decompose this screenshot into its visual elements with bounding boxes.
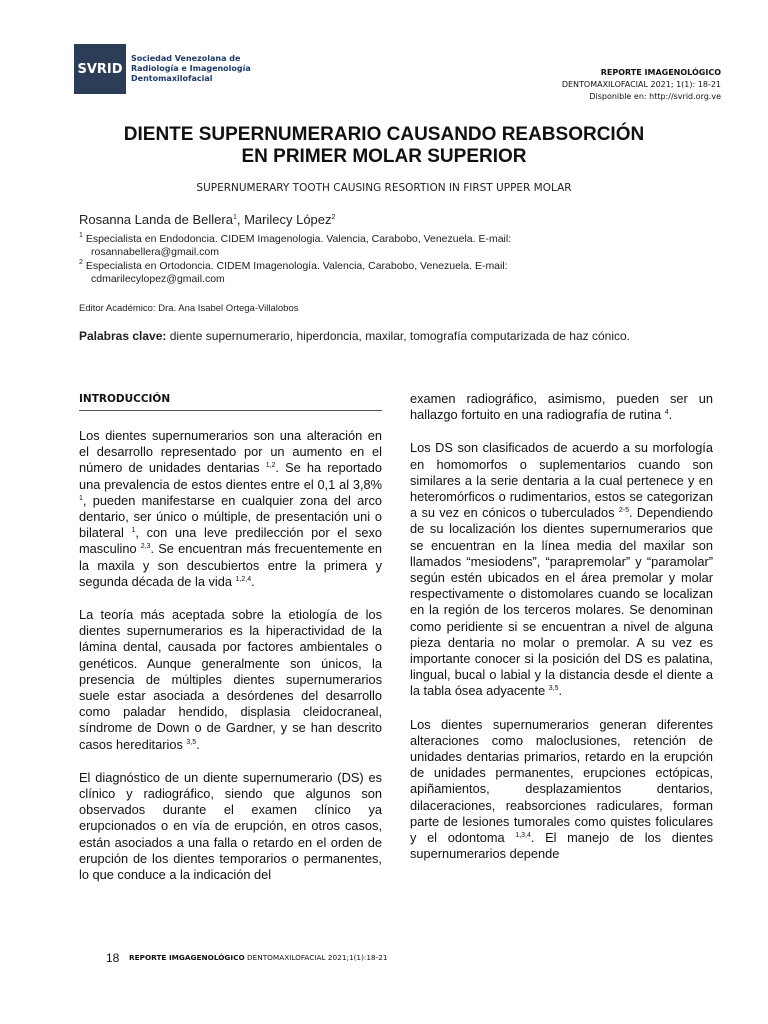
- page-number: 18: [106, 951, 120, 965]
- p1-ref-d: 2,3: [140, 543, 151, 551]
- r2-ref-b: 3,5: [548, 685, 559, 693]
- authors: [79, 212, 335, 227]
- paragraph-3: El diagnóstico de un diente supernumerario (DS) es clínico y radiográfico, siendo que algunos son observados durante el examen clínico ya erupcionados o en vía de erupción, en otros casos, están asociados a una falla o retardo en el orden de erupción de los dientes temporarios o permanentes, lo que conduce a la indicación del: [79, 769, 382, 883]
- title-line-2: EN PRIMER MOLAR SUPERIOR: [241, 146, 527, 167]
- citation: DENTOMAXILOFACIAL 2021; 1(1): 18-21: [561, 80, 721, 89]
- r3-ref-a: 1,3,4: [515, 832, 531, 840]
- affiliation-2: [79, 260, 699, 286]
- footer-journal-bold: REPORTE IMGAGENOLÓGICO: [129, 953, 245, 962]
- p1-ref-a: 1,2: [265, 462, 276, 470]
- p1-text-e: . Se encuentran más frecuentemente en la maxila y son descubiertos entre la primera y segunda década de la vida: [79, 541, 382, 589]
- keywords-label: Palabras clave:: [79, 329, 167, 343]
- r2-ref-a: 2-5: [618, 507, 629, 515]
- affiliation-1-text: Especialista en Endodoncia. CIDEM Imagenologia. Valencia, Carabobo, Venezuela. E-mail:: [82, 233, 512, 245]
- author-1: Rosanna Landa de Bellera: [79, 212, 233, 227]
- affiliation-1-email: rosannabellera@gmail.com: [91, 246, 219, 258]
- p2-ref-a: 3,5: [186, 738, 197, 746]
- paragraph-1: [79, 428, 382, 590]
- society-name-line-2: Radiología e Imagenología: [131, 64, 251, 73]
- r1-text-a: examen radiográfico, asimismo, pueden ser un hallazgo fortuito en una radiografía de rutina: [410, 391, 713, 423]
- article-title: [0, 124, 768, 168]
- society-logo: [74, 44, 314, 96]
- author-2: Marilecy López: [244, 212, 332, 227]
- p1-text-c: , pueden manifestarse en cualquier zona del arco dentario, ser único o múltiple, de presentación uni o bilateral: [79, 492, 382, 541]
- p1-ref-e: 1,2,4: [235, 575, 252, 583]
- society-name: [131, 54, 251, 84]
- p1-text-a: Los dientes supernumerarios son una alteración en el desarrollo representado por un aumento en el número de unidades dentarias: [79, 428, 382, 476]
- r3-text-b: . El manejo de los dientes supernumerarios depende: [410, 830, 713, 862]
- affiliation-2-sup: 2: [79, 259, 83, 266]
- logo-mark: SVRID: [74, 44, 126, 94]
- section-divider: [79, 410, 382, 411]
- keywords: [79, 328, 699, 344]
- r1-text-b: .: [668, 407, 673, 423]
- paragraph-2: [79, 607, 382, 753]
- society-name-line-3: Dentomaxilofacial: [131, 74, 213, 83]
- p1-ref-b: 1: [79, 494, 83, 502]
- p2-text-b: .: [196, 736, 200, 752]
- title-line-1: DIENTE SUPERNUMERARIO CAUSANDO REABSORCIÓN: [123, 124, 645, 145]
- affiliation-1-sup: 1: [79, 232, 83, 239]
- keywords-text: diente supernumerario, hiperdoncia, maxilar, tomografía computarizada de haz cónico.: [166, 329, 630, 343]
- paragraph-6: [410, 717, 713, 863]
- paragraph-5: [410, 440, 713, 699]
- affiliation-2-email: cdmarilecylopez@gmail.com: [91, 273, 225, 285]
- section-heading: INTRODUCCIÓN: [79, 393, 171, 405]
- r2-text-b: . Dependiendo de su localización los dientes supernumerarios que se encuentran en la línea media del maxilar son llamados “mesiodens”, “parapremolar” y “paramolar” según estén ubicados en el área premolar y molar respectivamente o distomolares cuando se localizan en la región de los terceros molares. Se denominan como peridiente si se encuentran a nivel de alguna pieza dentaria no molar o premolar. A su vez es importante conocer si la posición del DS es palatina, lingual, bucal o labial y la distancia desde el diente a la tabla ósea adyacente: [410, 505, 714, 699]
- r3-text-a: Los dientes supernumerarios generan diferentes alteraciones como maloclusiones, retención de unidades dentarias primarios, retardo en la erupción de unidades permanentes, erupciones ectópicas, apiñamientos, desplazamientos dentarios, dilaceraciones, reabsorciones radiculares, forman parte de lesiones tumorales como quistes foliculares y el odontoma: [410, 716, 713, 846]
- affiliation-2-text: Especialista en Ortodoncia. CIDEM Imagenología. Valencia, Carabobo, Venezuela. E-mail:: [82, 260, 508, 272]
- p1-text-b: . Se ha reportado una prevalencia de estos dientes entre el 0,1 al 3,8%: [79, 460, 382, 492]
- p1-ref-c: 1: [131, 527, 136, 535]
- report-type: REPORTE IMAGENOLÓGICO: [600, 68, 721, 77]
- author-separator: ,: [236, 212, 245, 227]
- society-name-line-1: Sociedad Venezolana de: [131, 54, 241, 63]
- paragraph-4: [410, 391, 713, 423]
- article-subtitle: SUPERNUMERARY TOOTH CAUSING RESORTION IN FIRST UPPER MOLAR: [196, 182, 572, 194]
- author-1-sup: 1: [232, 214, 237, 221]
- p1-text-f: .: [251, 573, 255, 589]
- r1-ref-a: 4: [664, 409, 669, 417]
- affiliation-1: [79, 233, 699, 259]
- r2-text-c: .: [558, 683, 563, 699]
- author-2-sup: 2: [331, 214, 336, 221]
- academic-editor: Editor Académico: Dra. Ana Isabel Ortega-Villalobos: [79, 303, 299, 314]
- left-column: [79, 428, 382, 883]
- footer-journal: [129, 953, 388, 962]
- p1-text-d: , con una leve predilección por el sexo masculino: [79, 525, 382, 557]
- availability: Disponible en: http://svrid.org.ve: [589, 92, 721, 101]
- p2-text-a: La teoría más aceptada sobre la etiología de los dientes supernumerarios es la hiperactividad de la lámina dental, causada por factores ambientales o genéticos. Aunque generalmente son únicos, la presencia de múltiples dientes supernumerarios suele estar asociada a desórdenes del desarrollo como paladar hendido, displasia cleidocraneal, síndrome de Down o de Gardner, y se han descrito casos hereditarios: [79, 607, 382, 752]
- r2-text-a: Los DS son clasificados de acuerdo a su morfología en homomorfos o suplementarios cuando son similares a la serie dentaria a la cual pertenece y en heteromórficos o rudimentarios, estos se categorizan a su vez en cónicos o tuberculados: [410, 440, 713, 521]
- journal-header: [562, 67, 721, 103]
- right-column: [410, 391, 713, 862]
- footer-journal-rest: DENTOMAXILOFACIAL 2021;1(1):18-21: [244, 953, 388, 962]
